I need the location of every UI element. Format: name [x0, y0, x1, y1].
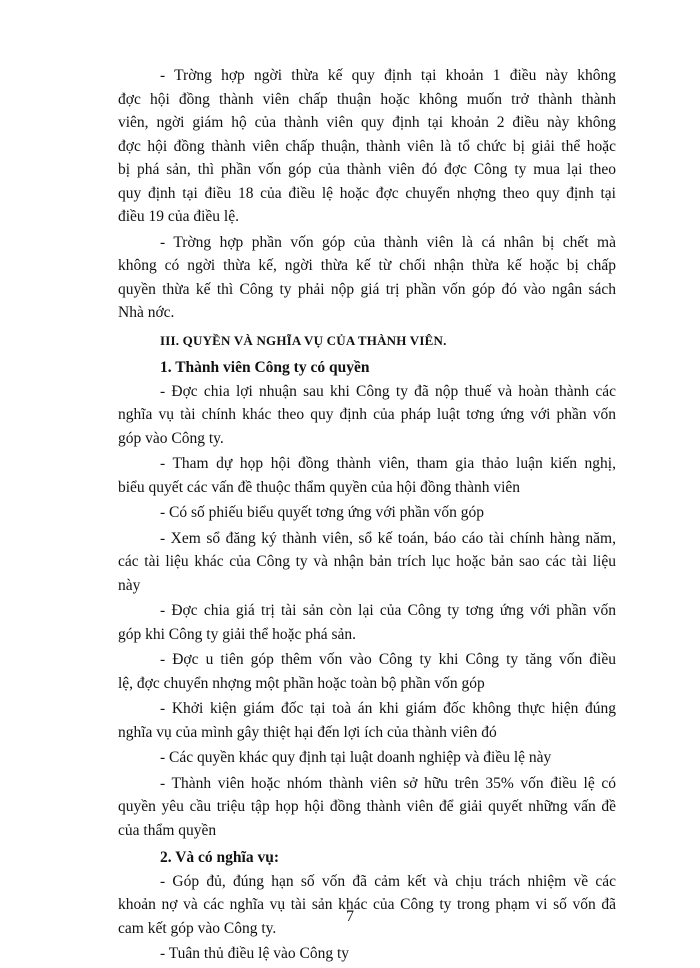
text-line: góp khi Công ty giải thể hoặc phá sản. [118, 625, 357, 643]
paragraph [118, 942, 616, 966]
text-line: - Đợc u tiên góp thêm vốn vào Công ty khi Công ty tăng vốn điều [160, 651, 616, 668]
rights-heading: 1. Thành viên Công ty có quyền [160, 359, 370, 376]
paragraph [118, 648, 616, 695]
text-line: - Các quyền khác quy định tại luật doanh nghiệp và điều lệ này [160, 749, 552, 766]
obligations-heading: 2. Và có nghĩa vụ: [160, 849, 279, 866]
text-line: này [118, 576, 141, 594]
paragraph [118, 772, 616, 843]
text-line: biểu quyết các vấn đề thuộc thẩm quyền của hội đồng thành viên [118, 478, 521, 496]
text-line: khoản nợ và các nghĩa vụ tài sản khác của Công ty trong phạm vi số vốn đã [118, 896, 616, 913]
text-line: - Đợc chia giá trị tài sản còn lại của Công ty tơng ứng với phần vốn [160, 602, 616, 619]
text-line: không có ngời thừa kế, ngời thừa kế từ chối nhận thừa kế hoặc bị chấp [118, 257, 616, 274]
text-line: cam kết góp vào Công ty. [118, 919, 277, 937]
text-line: - Đợc chia lợi nhuận sau khi Công ty đã nộp thuế và hoàn thành các [160, 382, 616, 400]
text-line: quyền yêu cầu triệu tập họp hội đồng thành viên để giải quyết những vấn đề [118, 798, 616, 815]
rights-list [118, 380, 616, 843]
text-line: - Tuân thủ điều lệ vào Công ty [160, 945, 350, 962]
text-line: - Khởi kiện giám đốc tại toà án khi giám đốc không thực hiện đúng [160, 700, 616, 717]
document-body [118, 64, 616, 968]
paragraph [118, 870, 616, 941]
paragraph [118, 452, 616, 499]
intro-paragraphs [118, 64, 616, 325]
text-line: - Thành viên hoặc nhóm thành viên sở hữu trên 35% vốn điều lệ có [160, 774, 616, 792]
paragraph [118, 501, 616, 525]
page-number: 7 [346, 908, 354, 925]
paragraph [118, 380, 616, 451]
text-line: - Trờng hợp ngời thừa kế quy định tại khoản 1 điều này không [160, 67, 616, 84]
text-line: - Xem sổ đăng ký thành viên, sổ kế toán, báo cáo tài chính hàng năm, [160, 529, 616, 547]
text-line: các tài liệu khác của Công ty và nhận bản trích lục hoặc bản sao các tài liệu [118, 553, 616, 570]
text-line: - Góp đủ, đúng hạn số vốn đã cảm kết và chịu trách nhiệm về các [160, 872, 616, 890]
text-line: - Có số phiếu biểu quyết tơng ứng với phần vốn góp [160, 504, 485, 521]
text-line: của thẩm quyền [118, 821, 217, 839]
text-line: bị phá sản, thì phần vốn góp của thành viên đó đợc Công ty mua lại theo [118, 161, 616, 178]
text-line: đợc hội đồng thành viên chấp thuận, thành viên là tổ chức bị giải thể hoặc [118, 137, 616, 155]
text-line: góp vào Công ty. [118, 429, 224, 447]
text-line: quyền thừa kế thì Công ty phải nộp giá trị phần vốn góp đó vào ngân sách [118, 280, 616, 298]
text-line: nghĩa vụ của mình gây thiệt hại đến lợi ích của thành viên đó [118, 723, 497, 741]
paragraph [118, 697, 616, 744]
section-heading: III. QUYỀN VÀ NGHĨA VỤ CỦA THÀNH VIÊN. [160, 332, 447, 348]
text-line: lệ, đợc chuyển nhợng một phần hoặc toàn bộ phần vốn góp [118, 674, 485, 692]
text-line: - Tham dự họp hội đồng thành viên, tham gia thảo luận kiến nghị, [160, 455, 616, 472]
text-line: điều 19 của điều lệ. [118, 208, 239, 225]
text-line: viên, ngời giám hộ của thành viên quy định tại khoản 2 điều này không [118, 114, 616, 131]
text-line: quy định tại điều 18 của điều lệ hoặc đợc chuyển nhợng theo quy định tại [118, 184, 616, 202]
paragraph [118, 599, 616, 646]
text-line: đợc hội đồng thành viên chấp thuận hoặc không muốn trở thành thành [118, 90, 616, 108]
text-line: nghĩa vụ tài chính khác theo quy định của pháp luật tơng ứng với phần vốn [118, 406, 616, 423]
paragraph [118, 746, 616, 770]
paragraph [118, 64, 616, 229]
paragraph [118, 231, 616, 325]
paragraph [118, 527, 616, 598]
text-line: - Trờng hợp phần vốn góp của thành viên là cá nhân bị chết mà [160, 233, 616, 251]
text-line: Nhà nớc. [118, 304, 175, 321]
